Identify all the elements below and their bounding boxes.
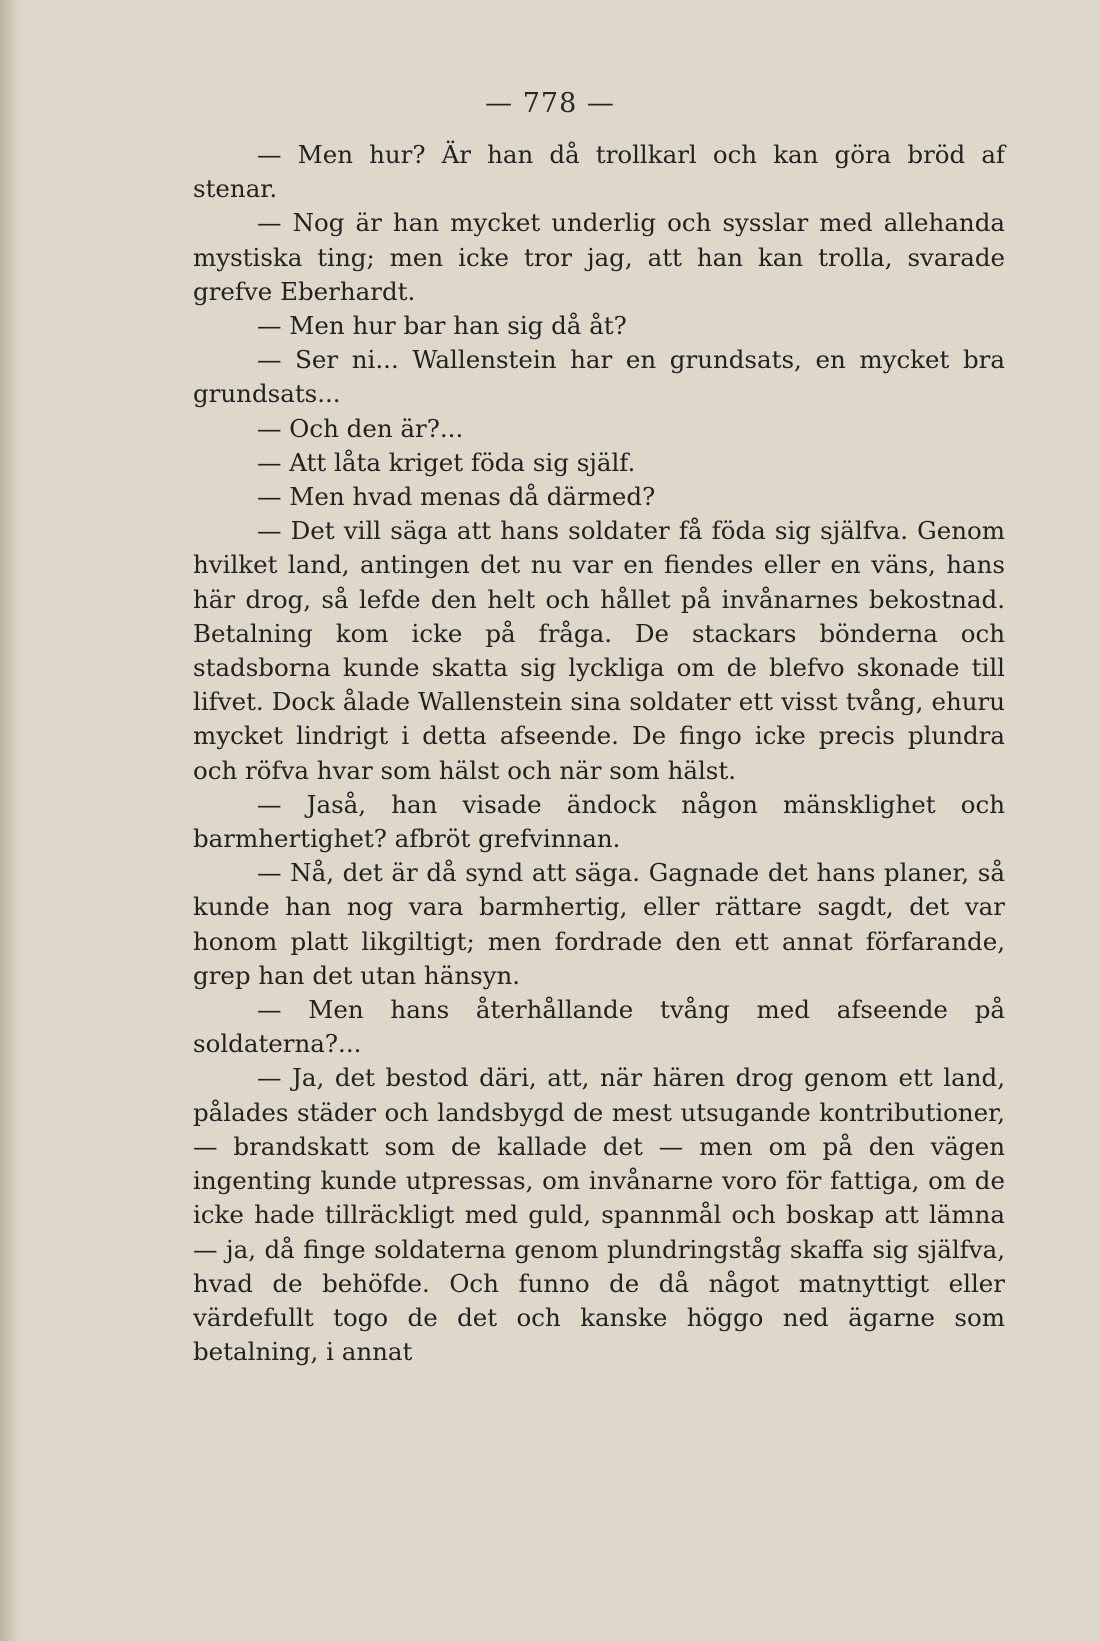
paragraph: — Att låta kriget föda sig själf. — [257, 447, 636, 477]
paragraph: — Jaså, han visade ändock någon mänsklighet och barmhertighet? afbröt grefvinnan. — [193, 789, 1005, 854]
paragraph: — Men hvad menas då därmed? — [257, 482, 656, 512]
paragraph: — Ser ni... Wallenstein har en grundsats, en mycket bra grundsats... — [193, 345, 1005, 409]
body-text — [193, 138, 1005, 1369]
paragraph: — Men hans återhållande tvång med afseende på soldaterna?... — [193, 995, 1005, 1059]
page-number: — 778 — — [485, 88, 615, 119]
paragraph: — Men hur? Är han då trollkarl och kan göra bröd af stenar. — [193, 140, 1005, 204]
page-spine-shadow — [0, 0, 22, 1641]
paragraph: — Det vill säga att hans soldater få föda sig själfva. Genom hvilket land, antingen det nu var en fiendes eller en väns, hans här drog, så lefde den helt och hållet på invånarnes bekostnad. Betalning kom icke på fråga. De stackars bönderna och stadsborna kunde skatta sig lyckliga om de blefvo skonade till lifvet. Dock ålade Wallenstein sina soldater ett visst tvång, ehuru mycket lindrigt i detta afseende. De fingo icke precis plundra och röfva hvar som hälst och när som hälst. — [193, 516, 1005, 785]
paragraph: — Ja, det bestod däri, att, när hären drog genom ett land, pålades städer och landsbygd de mest utsugande kontributioner, — brandskatt som de kallade det — men om på den vägen ingenting kunde utpressas, om invånarne voro för fattiga, om de icke hade tillräckligt med guld, spannmål och boskap att lämna — ja, då finge soldaterna genom plundringståg skaffa sig själfva, hvad de behöfde. Och funno de då något matnyttigt eller värdefullt togo de det och kanske höggo ned ägarne som betalning, i annat — [193, 1063, 1005, 1367]
paragraph: — Och den är?... — [257, 413, 464, 443]
paragraph: — Nog är han mycket underlig och sysslar med allehanda mystiska ting; men icke tror jag, att han kan trolla, svarade grefve Eberhardt. — [193, 208, 1005, 306]
paragraph: — Men hur bar han sig då åt? — [257, 311, 627, 341]
paragraph: — Nå, det är då synd att säga. Gagnade det hans planer, så kunde han nog vara barmhertig, eller rättare sagdt, det var honom platt likgiltigt; men fordrade den ett annat förfarande, grep han det utan hänsyn. — [193, 858, 1005, 990]
